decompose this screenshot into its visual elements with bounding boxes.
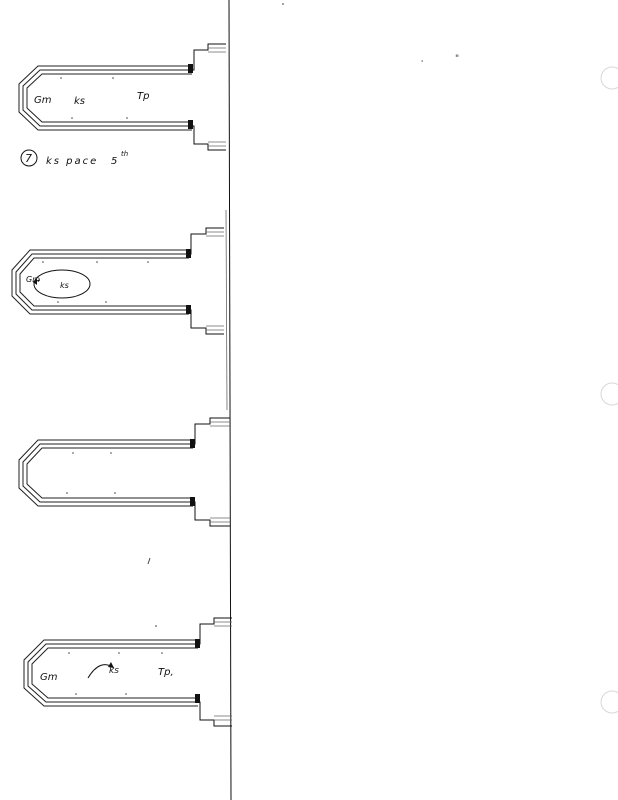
track-end-block-top <box>188 64 193 73</box>
stray-dot <box>155 625 157 627</box>
stray-dot <box>282 3 284 5</box>
track-rail <box>16 254 189 310</box>
annotation-ks: ks <box>74 96 86 107</box>
track-diagram-1 <box>19 44 226 167</box>
center-divider-faint-line <box>226 210 227 410</box>
stray-quote-mark: " <box>455 54 460 64</box>
connector-bracket-bottom <box>193 502 230 526</box>
note-text: ks pace <box>46 156 99 167</box>
connector-bracket-bottom <box>198 702 232 726</box>
annotation-ks: ks <box>109 666 119 676</box>
punch-hole-top <box>601 67 618 89</box>
annotation-gm: Gm <box>40 672 58 683</box>
track-rail <box>23 444 193 502</box>
stray-tick-mark: ' <box>421 59 424 68</box>
track-rail-inner <box>27 74 192 122</box>
note-superscript-suffix: th <box>121 150 129 158</box>
stray-mark <box>148 558 150 564</box>
annotation-tp: Tp <box>137 91 150 102</box>
track-rail-inner <box>20 258 189 306</box>
annotation-tp: Tp, <box>158 667 174 678</box>
track-diagram-2 <box>12 228 224 334</box>
note-number: 7 <box>25 152 32 165</box>
track-diagram-4 <box>24 618 232 726</box>
annotation-ks: ks <box>60 281 69 290</box>
punch-hole-bottom <box>601 691 618 713</box>
track-rail-inner <box>27 448 193 498</box>
annotation-gm: Gm <box>34 95 52 106</box>
track-diagram-3 <box>19 418 230 526</box>
track-end-block-bottom <box>188 120 193 129</box>
center-divider-line <box>229 0 231 800</box>
track-rail-outer <box>19 440 193 506</box>
annotation-gm: Gm <box>26 275 40 284</box>
punch-hole-middle <box>601 383 618 405</box>
note-superscript-number: 5 <box>111 156 118 167</box>
